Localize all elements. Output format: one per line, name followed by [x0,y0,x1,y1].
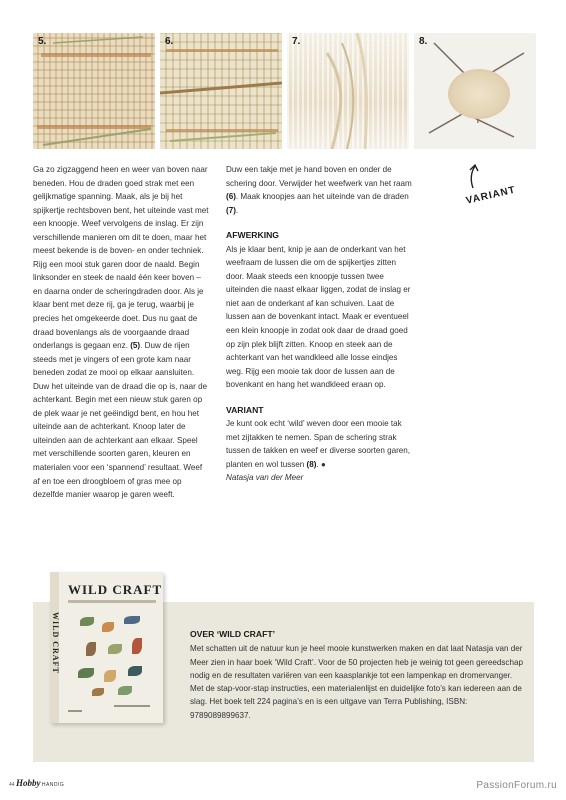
page-footer [9,778,64,788]
variant-callout [463,162,543,232]
leaf-icon [80,617,94,626]
leaf-icon [86,642,96,656]
left-column [33,163,209,502]
photo-number: 6. [165,36,174,47]
info-heading: OVER ‘WILD CRAFT’ [190,629,275,639]
leaf-icon [128,666,142,676]
author: Natasja van der Meer [226,473,304,483]
leaf-icon [108,644,122,654]
leaf-icon [124,616,140,624]
photo-step-7 [287,33,409,149]
leaf-icon [102,622,114,632]
magazine-logo: Hobby [15,778,41,788]
afwerking-body: Als je klaar bent, knip je aan de onderkant van het weefraam de lussen die om de spijkertjes zitten door. Maak steeds een knoopje tussen twee uiteinden die naast elkaar liggen, zodat de inslag er niet aan de onderkant af kan schuiven. Laat de lussen aan de bovenkant intact. Maak er eventueel een klein knoopje in zodat ook daar de draad goed op zijn plek blijft zitten. Knoop en steek aan de achterkant van het wandkleed alle losse eindjes weg. Rijg een mooie tak door de lussen aan de bovenkant en hang het wandkleed eraan op. [226,244,411,390]
loom-icon [160,33,282,149]
watermark: PassionForum.ru [476,780,557,791]
book-spine-title: WILD CRAFT [51,612,60,674]
photo-step-6 [160,33,282,149]
info-body: Met schatten uit de natuur kun je heel mooie kunstwerken maken en dat laat Natasja van der Meer zien in haar boek ‘Wild Craft’. Voor de 50 projecten heb je weinig tot geen gereedschap nodig en de resultaten variëren van een kaasplankje tot een lampenkap en dromervanger. Met de stap-voor-stap instructies, een materialenlijst en duidelijke foto’s kan iedereen aan de slag. Het boek telt 224 pagina’s en is een uitgave van Terra Publishing, ISBN: 9789089899637. [190,644,523,720]
page-number: 44 [9,782,15,788]
leaf-icon [78,668,94,678]
loom-icon [33,33,155,149]
book-info-text [190,628,525,722]
photo-number: 8. [419,36,428,47]
photo-step-5 [33,33,155,149]
fringe-icon [287,33,409,149]
book-author-line [114,705,150,707]
variant-body: Je kunt ook echt ‘wild’ weven door een mooie tak met zijtakken te nemen. Span de schering strak tussen de takken en weef er diverse soorten garen, planten en wol tussen (8). ● Natasja van der Meer [226,419,411,483]
book-subtitle-line [68,600,156,603]
book-cover [50,572,163,723]
weaving-nest [448,69,510,119]
leaf-icon [118,686,132,695]
magazine-logo-sub: HANDIG [41,782,65,788]
leaf-icon [104,670,116,682]
leaf-icon [132,638,142,654]
right-column [226,163,412,485]
heading-variant: VARIANT [226,404,264,415]
heading-afwerking: AFWERKING [226,230,279,241]
photo-number: 5. [38,36,47,47]
photo-step-8 [414,33,536,149]
book-title: WILD CRAFT [68,582,163,597]
curved-arrow-icon [465,162,495,192]
left-body: Ga zo zigzaggend heen en weer van boven naar beneden. Hou de draden goed strak met een gelijkmatige spanning. Maak, als je bij het spijkertje rechtsboven bent, het uiteinde vast met een knoopje. Weef vervolgens de inslag. Er zijn verschillende manieren om dit te doen, maar het meest bekende is de boven- en onder techniek. Rijg een mooi stuk garen door de naald. Begin linksonder en steek de naald één keer boven – en daarna onder de scheringdraden door. Als je klaar bent met deze rij, ga je terug, waarbij je precies het omgekeerde doet. Dus nu gaat de draad bovenlangs als de voorgaande draad onderlangs is gegaan enz. (5). Duw de rijen steeds met je vingers of een grote kam naar beneden zodat ze mooi op elkaar aansluiten. Duw het uiteinde van de draad die op is, naar de achterkant. Begin met een nieuw stuk garen op de plek waar je net geëindigd bent, en hou het uiteinde aan de achterkant. Knoop later de uiteinden aan de achterkant aan elkaar. Speel met verschillende soorten garen, kleuren en materialen voor een ‘spannend’ resultaat. Weef af en toe een droogbloem of gras mee op dezelfde manier waarop je garen weeft. [33,165,209,500]
photo-number: 7. [292,36,301,47]
variant-label: VARIANT [465,184,517,207]
right-intro: Duw een takje met je hand boven en onder de schering door. Verwijder het weefwerk van het raam (6). Maak knoopjes aan het uiteinde van de draden (7). [226,165,412,215]
leaf-icon [92,688,104,696]
book-publisher-line [68,710,82,712]
